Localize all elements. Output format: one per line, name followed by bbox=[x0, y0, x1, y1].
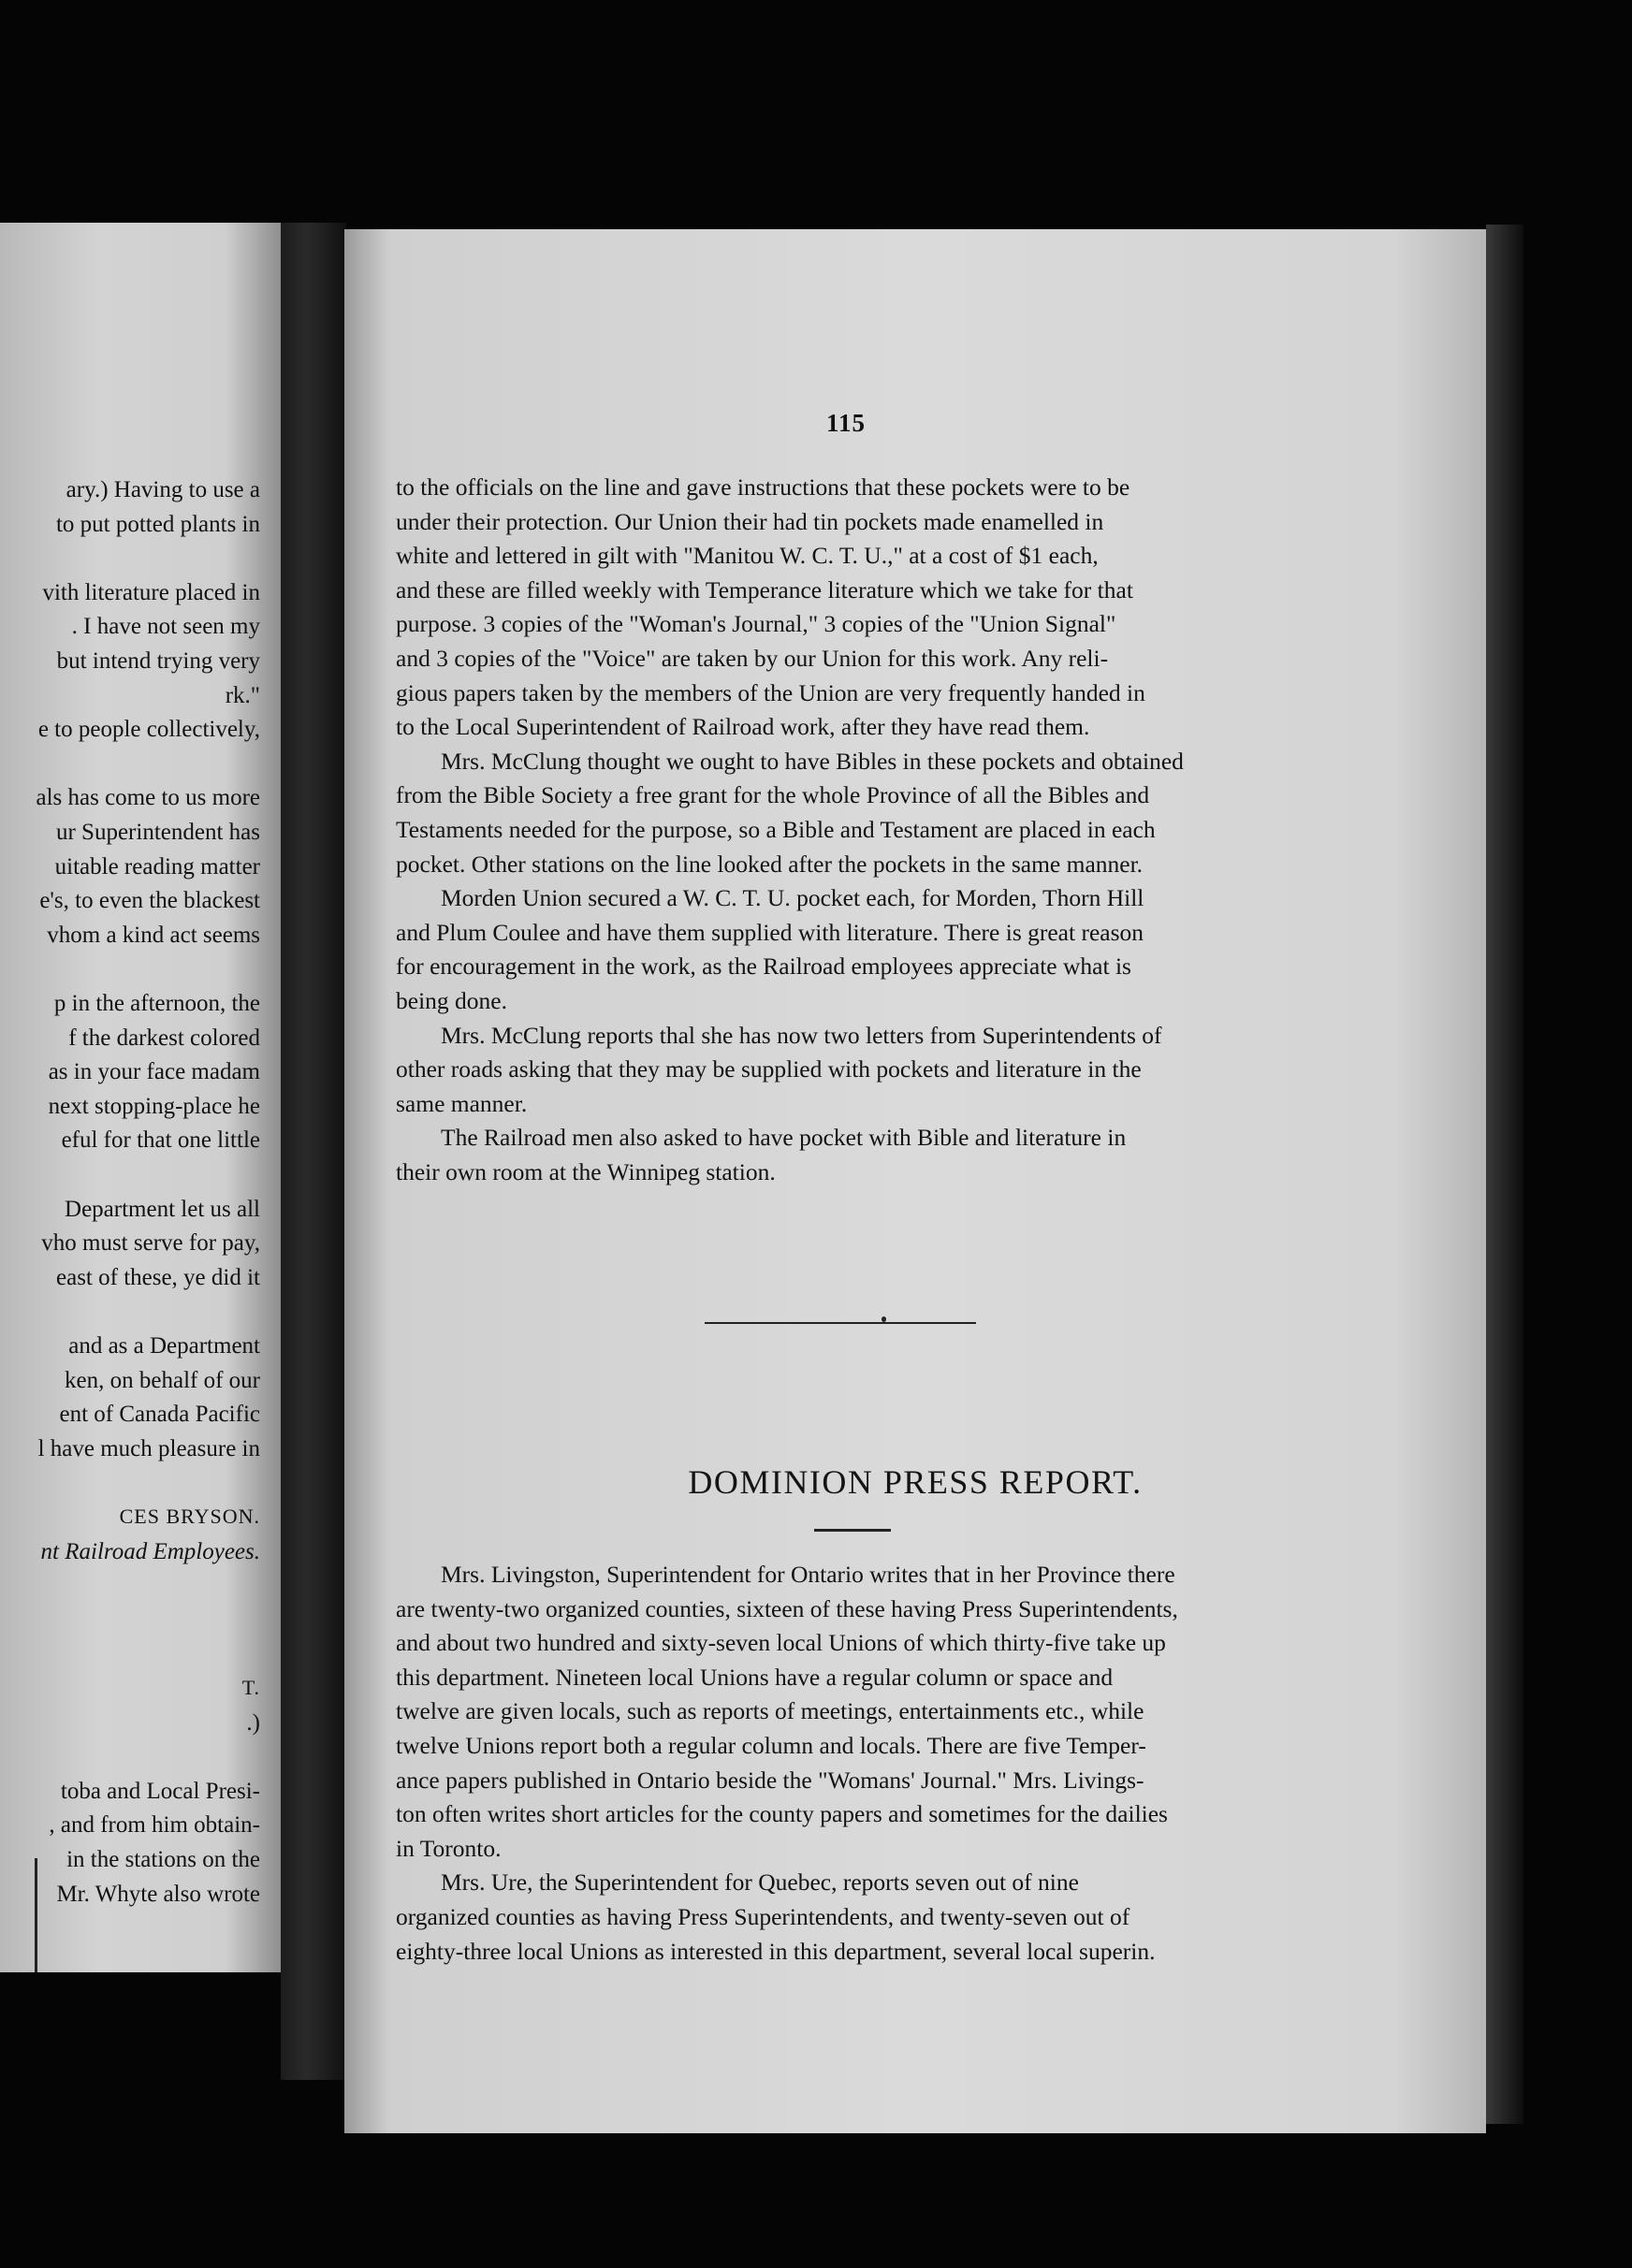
left-page-line: CES BRYSON. bbox=[119, 1505, 260, 1528]
left-page-line: nt Railroad Employees. bbox=[40, 1538, 260, 1564]
left-page-line: east of these, ye did it bbox=[56, 1264, 260, 1290]
left-page-line: uitable reading matter bbox=[54, 853, 260, 880]
left-page-vertical-rule bbox=[35, 1858, 37, 1972]
left-page-line: toba and Local Presi- bbox=[60, 1778, 260, 1804]
left-page-line: in the stations on the bbox=[66, 1847, 260, 1872]
left-page-line: vho must serve for pay, bbox=[41, 1230, 260, 1257]
text-line: twelve Unions report both a regular column and locals. There are five Temper- bbox=[396, 1731, 1146, 1759]
text-line: twelve are given locals, such as reports of meetings, entertainments etc., while bbox=[396, 1697, 1144, 1725]
left-page-line: ary.) Having to use a bbox=[66, 477, 260, 502]
text-line: eighty-three local Unions as interested in this department, several local superin. bbox=[396, 1937, 1156, 1965]
left-page-line: f the darkest colored bbox=[68, 1025, 260, 1051]
left-page-line: .) bbox=[246, 1709, 260, 1736]
page-number: 115 bbox=[826, 409, 867, 437]
text-line: for encouragement in the work, as the Railroad employees appreciate what is bbox=[396, 952, 1131, 981]
text-line: The Railroad men also asked to have pocket with Bible and literature in bbox=[441, 1124, 1127, 1152]
heading-underline bbox=[814, 1529, 891, 1532]
text-line: are twenty-two organized counties, sixteen of these having Press Superintendents, bbox=[396, 1594, 1178, 1622]
railroad-section-text bbox=[396, 471, 1360, 1189]
section-heading: DOMINION PRESS REPORT. bbox=[688, 1463, 1143, 1501]
press-report-text bbox=[396, 1558, 1360, 1969]
text-line: and 3 copies of the "Voice" are taken by our Union for this work. Any reli- bbox=[396, 644, 1109, 672]
text-line: Mrs. McClung thought we ought to have Bibles in these pockets and obtained bbox=[441, 747, 1184, 775]
text-line: Morden Union secured a W. C. T. U. pocket each, for Morden, Thorn Hill bbox=[441, 884, 1144, 912]
left-page-line: rk." bbox=[225, 682, 260, 708]
text-line: Mrs. Ure, the Superintendent for Quebec, reports seven out of nine bbox=[441, 1868, 1079, 1897]
left-page-line: to put potted plants in bbox=[55, 511, 260, 537]
left-page bbox=[0, 223, 281, 1972]
left-page-line: e to people collectively, bbox=[37, 717, 260, 743]
left-page-line: eful for that one little bbox=[61, 1127, 260, 1154]
left-page-line: l have much pleasure in bbox=[37, 1435, 260, 1461]
text-line: purpose. 3 copies of the "Woman's Journal," 3 copies of the "Union Signal" bbox=[396, 610, 1116, 638]
left-page-line: T. bbox=[241, 1676, 260, 1699]
left-page-line: ken, on behalf of our bbox=[65, 1367, 260, 1393]
text-line: and about two hundred and sixty-seven local Unions of which thirty-five take up bbox=[396, 1629, 1166, 1657]
left-page-line: and as a Department bbox=[68, 1333, 260, 1359]
page-edge bbox=[1486, 225, 1523, 2124]
left-page-line: , and from him obtain- bbox=[49, 1812, 260, 1839]
text-line: organized counties as having Press Superintendents, and twenty-seven out of bbox=[396, 1902, 1130, 1930]
left-page-line: next stopping-place he bbox=[48, 1093, 260, 1119]
text-line: other roads asking that they may be supplied with pockets and literature in the bbox=[396, 1055, 1142, 1083]
left-page-line: als has come to us more bbox=[36, 785, 260, 811]
left-page-line: as in your face madam bbox=[48, 1059, 260, 1085]
text-line: same manner. bbox=[396, 1089, 528, 1117]
text-line: Mrs. Livingston, Superintendent for Ontario writes that in her Province there bbox=[441, 1561, 1175, 1588]
text-line: Testaments needed for the purpose, so a Bible and Testament are placed in each bbox=[396, 815, 1156, 843]
text-line: gious papers taken by the members of the Union are very frequently handed in bbox=[396, 678, 1145, 706]
text-line: their own room at the Winnipeg station. bbox=[396, 1157, 776, 1185]
left-page-line: but intend trying very bbox=[56, 648, 260, 674]
book-gutter bbox=[281, 223, 346, 2080]
left-page-line: Mr. Whyte also wrote bbox=[56, 1881, 260, 1907]
left-page-line: vhom a kind act seems bbox=[47, 922, 260, 948]
text-line: this department. Nineteen local Unions have a regular column or space and bbox=[396, 1663, 1114, 1691]
text-line: to the Local Superintendent of Railroad work, after they have read them. bbox=[396, 713, 1090, 741]
text-line: in Toronto. bbox=[396, 1834, 502, 1862]
left-page-line: ur Superintendent has bbox=[55, 820, 260, 845]
left-page-line: p in the afternoon, the bbox=[53, 991, 260, 1016]
text-line: under their protection. Our Union their had tin pockets made enamelled in bbox=[396, 507, 1104, 535]
text-line: to the officials on the line and gave instructions that these pockets were to be bbox=[396, 473, 1130, 501]
left-page-line: e's, to even the blackest bbox=[39, 888, 260, 914]
text-line: and Plum Coulee and have them supplied with literature. There is great reason bbox=[396, 918, 1144, 946]
left-page-line: Department let us all bbox=[65, 1196, 260, 1222]
section-divider-dot bbox=[882, 1316, 886, 1322]
left-page-line: ent of Canada Pacific bbox=[59, 1402, 260, 1428]
text-line: pocket. Other stations on the line looked after the pockets in the same manner. bbox=[396, 850, 1144, 878]
text-line: white and lettered in gilt with "Manitou W. C. T. U.," at a cost of $1 each, bbox=[396, 542, 1099, 570]
text-line: being done. bbox=[396, 986, 507, 1014]
right-page bbox=[344, 229, 1486, 2133]
text-line: and these are filled weekly with Temperance literature which we take for that bbox=[396, 575, 1133, 603]
text-line: Mrs. McClung reports thal she has now two letters from Superintendents of bbox=[441, 1021, 1162, 1049]
text-line: ance papers published in Ontario beside the "Womans' Journal." Mrs. Livings- bbox=[396, 1766, 1144, 1794]
text-line: ton often writes short articles for the county papers and sometimes for the dailies bbox=[396, 1800, 1168, 1828]
left-page-line: vith literature placed in bbox=[42, 579, 260, 605]
section-divider-rule bbox=[705, 1322, 976, 1324]
left-page-line: . I have not seen my bbox=[71, 614, 260, 640]
text-line: from the Bible Society a free grant for the whole Province of all the Bibles and bbox=[396, 781, 1150, 809]
